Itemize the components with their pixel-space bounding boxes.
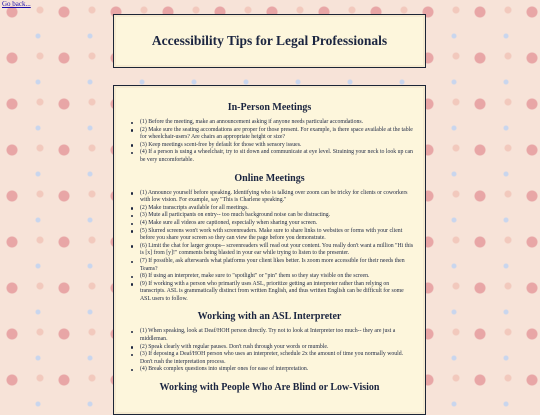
tip-item: (6) Limit the chat for larger groups-- screenreaders will read out your content. You really don't want a million "Hi this is [x] from [y]!" comments being blasted in your ear while trying to listen to the presenter.: [140, 242, 414, 257]
tip-item: (9) If working with a person who primarily uses ASL, prioritize getting an interpreter rather than relying on transcripts. ASL is grammatically distinct from written English, and thus written English can be difficult for some ASL users to follow.: [138, 281, 415, 304]
tips-list: [124, 328, 415, 374]
section-title: In-Person Meetings: [227, 102, 312, 113]
sections-container: [124, 102, 415, 393]
page-title: Accessibility Tips for Legal Professionals: [151, 33, 388, 48]
tip-item: (2) Make transcripts available for all meetings.: [138, 205, 415, 213]
section-title: Working with an ASL Interpreter: [197, 311, 342, 323]
tip-item: (3) Mute all participants on entry-- too much background noise can be distracting.: [138, 212, 415, 220]
go-back-link[interactable]: Go back...: [2, 0, 31, 8]
tip-item: (3) If deposing a Deaf/HOH person who uses an interpreter, schedule 2x the amount of time you normally would. Don't rush the interpretation process.: [138, 351, 415, 366]
tip-item: (2) Make sure the seating accomdations are proper for those present. For example, is there space available at the table for wheelchair-users? Are chairs an appropriate height or size?: [138, 127, 415, 142]
tip-item: (4) Break complex questions into simpler ones for ease of interpretation.: [138, 366, 415, 374]
content-card: [113, 85, 426, 415]
tip-item: (8) If using an interpreter, make sure to "spotlight" or "pin" them so they stay visible on the screen.: [138, 273, 415, 281]
tip-item: (7) If possible, ask afterwards what platforms your client likes better. Is zoom more accessible for their needs then Teams?: [138, 258, 415, 273]
tip-item: (5) Slurred screens won't work with screenreaders. Make sure to share links to websites or forms with your client before you share your screen so they can view the page before you demonstrate.: [138, 228, 415, 243]
tip-item: (1) When speaking, look at Deaf/HOH person directly. Try not to look at Interpreter too much-- they are just a middleman.: [138, 328, 415, 343]
tip-item: (3) Keep meetings scent-free by default for those with sensory issues.: [138, 142, 415, 150]
section-title: Online Meetings: [234, 172, 305, 184]
section-title: Working with People Who Are Blind or Low-Vision: [159, 382, 380, 394]
tip-item: (4) Make sure all videos are captioned, especially when sharing your screen.: [138, 220, 415, 228]
tips-list: [124, 190, 415, 304]
tip-item: (2) Speak clearly with regular pauses. Don't rush through your words or mumble.: [138, 344, 415, 352]
tip-item: (1) Announce yourself before speaking. Identifying who is talking over zoom can be tricky for clients or coworkers with low vision. For example, say "This is Charlene speaking.": [138, 190, 415, 205]
tip-item: (1) Before the meeting, make an announcement asking if anyone needs particular accomdations.: [138, 119, 415, 127]
header-card: [113, 14, 426, 68]
tip-item: (4) If a person is using a wheelchair, try to sit down and communicate at eye level. Straining your neck to look up can be very uncomfortable.: [138, 149, 415, 164]
tips-list: [124, 119, 415, 165]
